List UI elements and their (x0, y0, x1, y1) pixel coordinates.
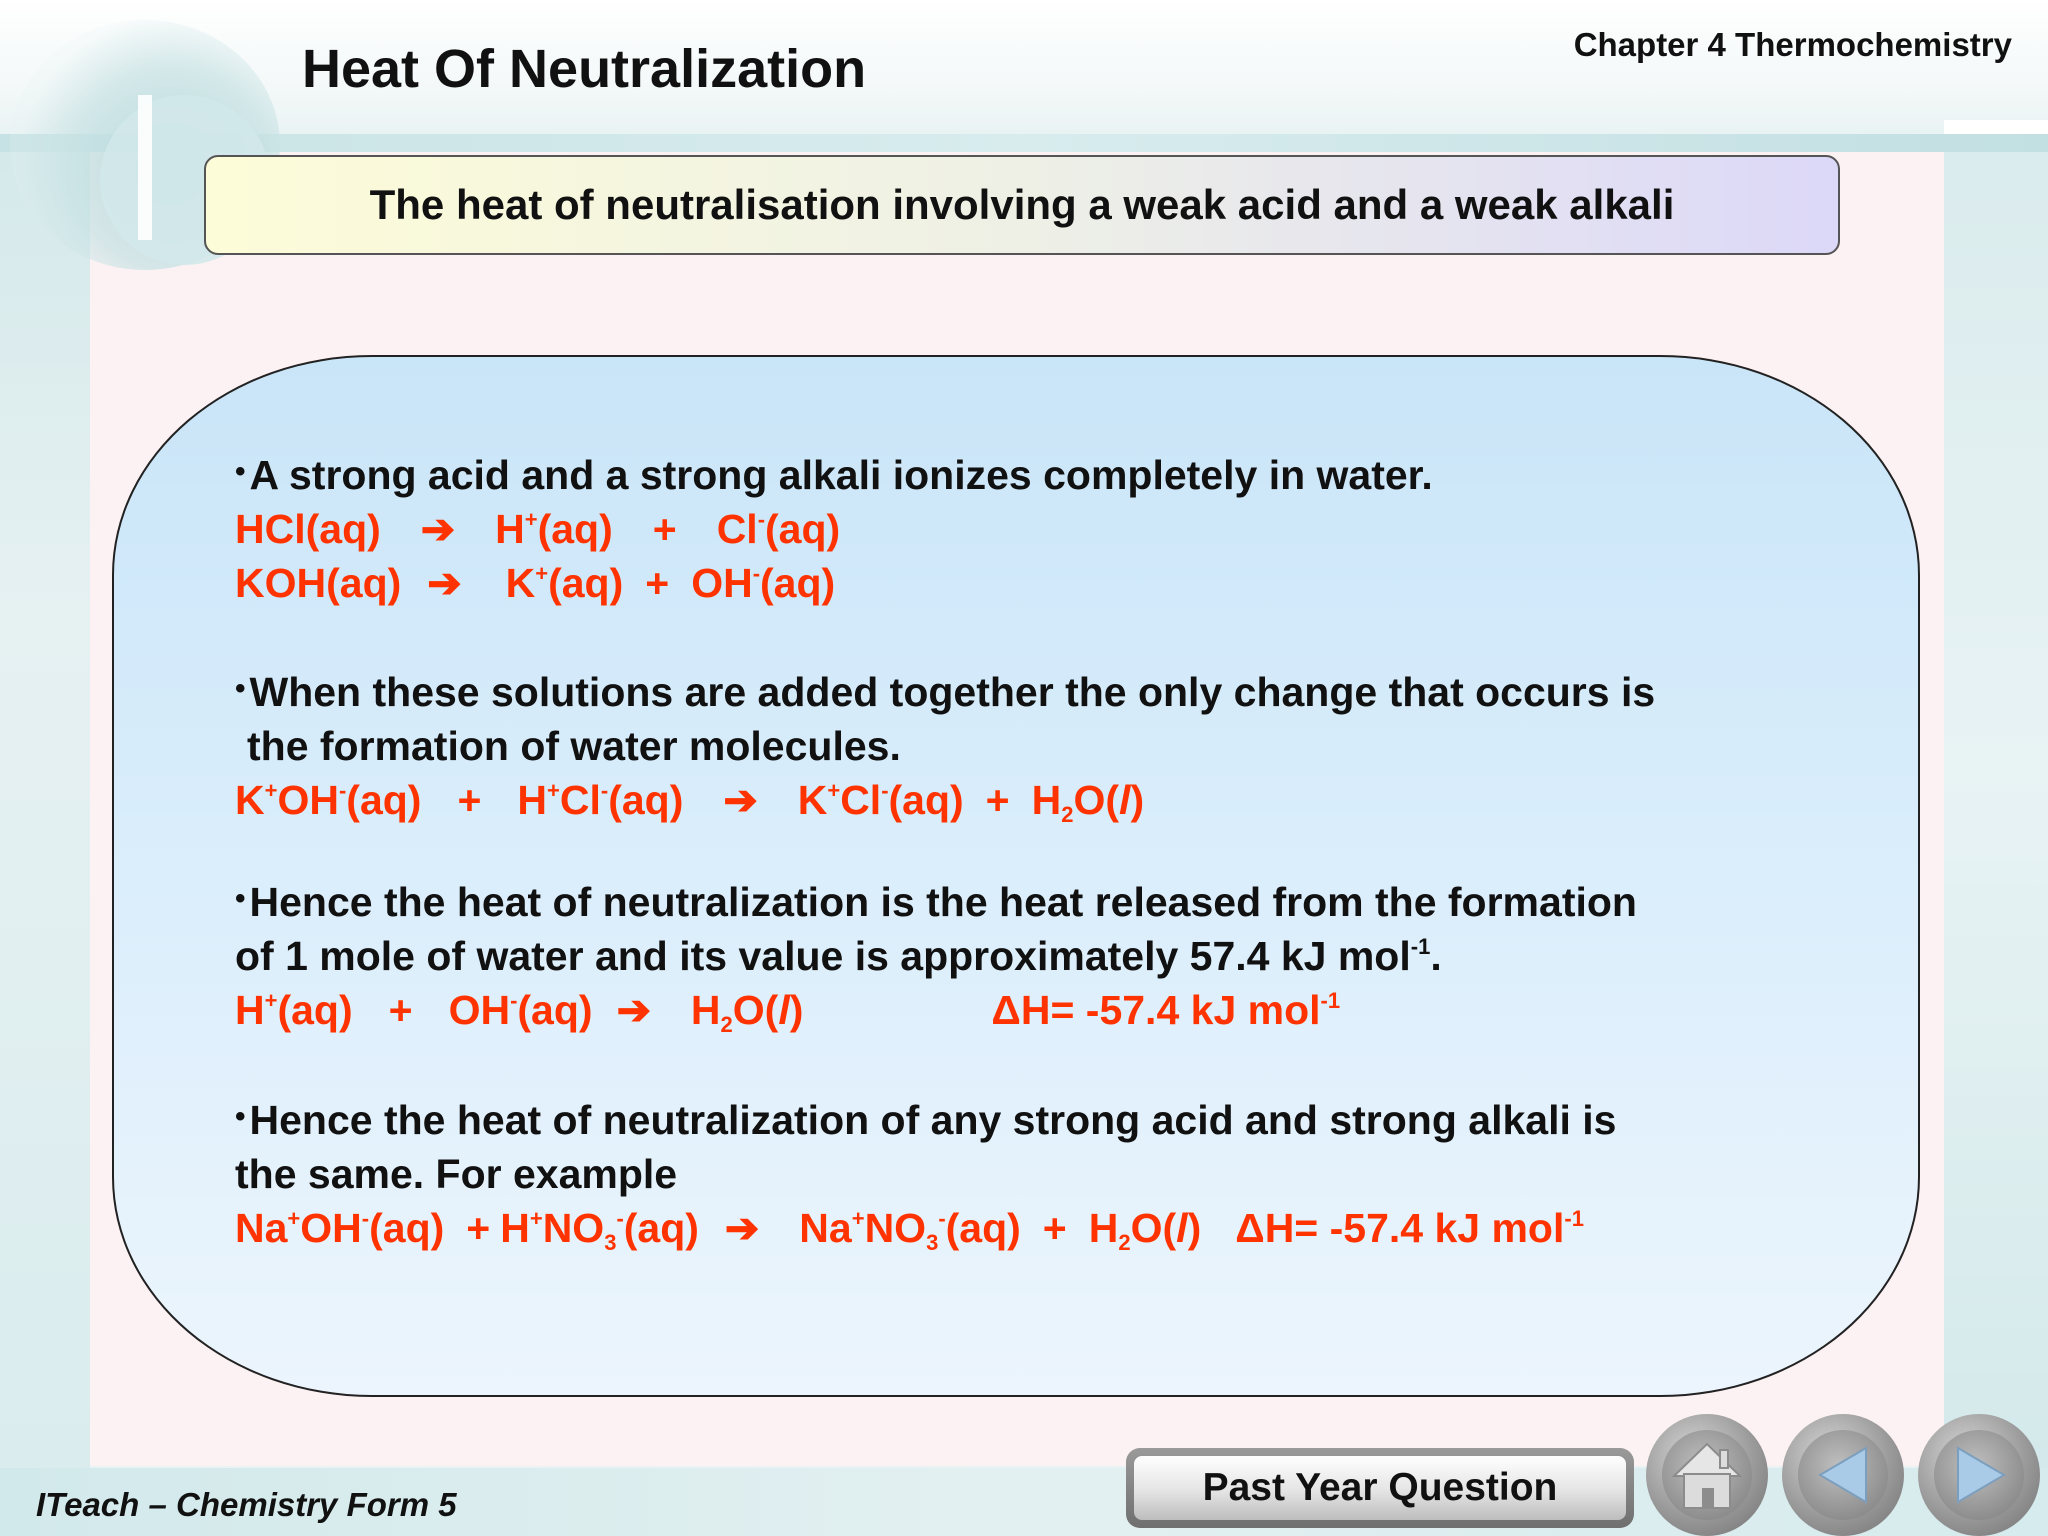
slide-title: Heat Of Neutralization (302, 39, 867, 99)
equation-h-oh: H+(aq) + OH-(aq) ➔ $H_2O(l)$ ΔH= -57.4 kJ mol$^{-1}$ (235, 987, 1341, 1037)
bullet-dot: • (235, 455, 246, 488)
arrow-icon: ➔ (724, 1205, 760, 1251)
bullet-dot: • (235, 882, 246, 915)
paragraph-water-formation (235, 662, 1875, 827)
past-year-question-button[interactable] (1126, 1448, 1634, 1528)
home-icon (1646, 1414, 1768, 1536)
back-button[interactable] (1782, 1414, 1904, 1536)
arrow-icon: ➔ (420, 506, 456, 552)
bullet-line: •Hence the heat of neutralization is the heat released from the formation (235, 879, 1637, 925)
equation-koh: KOH(aq) ➔ K+(aq) + OH-(aq) (235, 560, 836, 606)
text-line: the formation of water molecules. (247, 723, 901, 769)
arrow-icon: ➔ (616, 987, 651, 1033)
bullet-line: •Hence the heat of neutralization of any strong acid and strong alkali is (235, 1097, 1617, 1143)
bullet-text: A strong acid and a strong alkali ionizes completely in water. (249, 452, 1433, 498)
decorative-bar (138, 95, 152, 240)
equation-koh-hcl: K+OH-(aq) + H+Cl-(aq) ➔ $K^+Cl^-(aq) + H_2O(l)$ (235, 777, 1145, 827)
next-button[interactable] (1918, 1414, 2040, 1536)
equation-hcl: HCl(aq) ➔ H+(aq) + Cl-(aq) (235, 506, 841, 552)
paragraph-heat-value (235, 872, 1875, 1037)
triangle-right-icon (1918, 1414, 2040, 1536)
arrow-icon: ➔ (427, 560, 462, 606)
bullet-dot: • (235, 1100, 246, 1133)
header-stripe-accent (1944, 120, 2048, 134)
paragraph-same-heat (235, 1090, 1875, 1255)
triangle-left-icon (1782, 1414, 1904, 1536)
topic-banner-text: The heat of neutralisation involving a weak acid and a weak alkali (369, 181, 1675, 228)
bullet-line: •When these solutions are added together the only change that occurs is (235, 669, 1656, 715)
text-line: of 1 mole of water and its value is approximately 57.4 kJ mol$^{-1}$. (235, 933, 1442, 979)
topic-banner (204, 155, 1840, 255)
chapter-title: Chapter 4 Thermochemistry (1573, 26, 2012, 63)
course-label: ITeach – Chemistry Form 5 (36, 1486, 457, 1523)
past-year-question-button-face[interactable] (1134, 1456, 1626, 1520)
past-year-question-label: Past Year Question (1202, 1466, 1558, 1509)
arrow-icon: ➔ (723, 777, 758, 823)
bullet-dot: • (235, 672, 246, 705)
home-button[interactable] (1646, 1414, 1768, 1536)
header-stripe (0, 134, 2048, 152)
text-line: the same. For example (235, 1151, 678, 1197)
bullet-line (235, 445, 1875, 502)
equation-naoh-hno3: $Na^+OH^-(aq) + H^+NO_3^-(aq)$ ➔ $Na^+NO_3^-(aq) + H_2O(l)$ ΔH= -57.4 kJ mol$^{-1}$ (235, 1205, 1584, 1255)
paragraph-strong-ionization (235, 445, 1875, 610)
background-right (1944, 0, 2048, 1536)
